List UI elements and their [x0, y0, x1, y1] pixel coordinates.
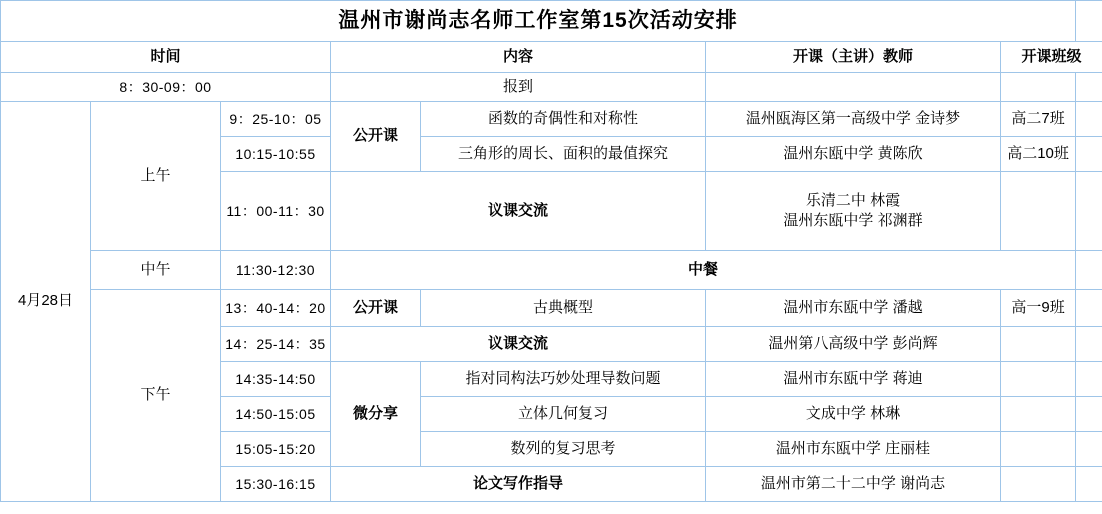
row-classroom [1001, 432, 1076, 467]
row-spacer [1076, 251, 1102, 290]
header-content: 内容 [331, 42, 706, 73]
row-content: 中餐 [331, 251, 1076, 290]
row-spacer [1076, 397, 1102, 432]
row-spacer [1076, 290, 1102, 327]
row-type: 公开课 [331, 290, 421, 327]
title-row [1, 1, 1102, 42]
row-teacher: 温州市东瓯中学 庄丽桂 [706, 432, 1001, 467]
row-teacher: 文成中学 林琳 [706, 397, 1001, 432]
row-teacher: 温州市第二十二中学 谢尚志 [706, 467, 1001, 502]
period-morning: 上午 [91, 102, 221, 251]
row-spacer [1076, 432, 1102, 467]
header-teacher: 开课（主讲）教师 [706, 42, 1001, 73]
row-time: 10:15-10:55 [221, 137, 331, 172]
row-teacher [706, 73, 1001, 102]
schedule-date: 4月28日 [1, 102, 91, 502]
row-content: 报到 [331, 73, 706, 102]
row-spacer [1076, 327, 1102, 362]
row-time: 15:30-16:15 [221, 467, 331, 502]
row-time: 14：25-14：35 [221, 327, 331, 362]
row-spacer [1076, 172, 1102, 251]
row-teacher: 温州市东瓯中学 蒋迪 [706, 362, 1001, 397]
row-content: 指对同构法巧妙处理导数问题 [421, 362, 706, 397]
row-content: 函数的奇偶性和对称性 [421, 102, 706, 137]
row-teacher-line1: 乐清二中 林霞 [805, 191, 901, 209]
row-time: 14:50-15:05 [221, 397, 331, 432]
row-teacher: 温州东瓯中学 黄陈欣 [706, 137, 1001, 172]
row-content: 三角形的周长、面积的最值探究 [421, 137, 706, 172]
row-time: 8：30-09：00 [1, 73, 331, 102]
row-content: 数列的复习思考 [421, 432, 706, 467]
row-time: 15:05-15:20 [221, 432, 331, 467]
row-time: 13：40-14：20 [221, 290, 331, 327]
header-time: 时间 [1, 42, 331, 73]
table-row [1, 251, 1102, 290]
row-spacer [1076, 73, 1102, 102]
row-time: 11:30-12:30 [221, 251, 331, 290]
row-classroom: 高一9班 [1001, 290, 1076, 327]
row-spacer [1076, 362, 1102, 397]
page-title: 温州市谢尚志名师工作室第15次活动安排 [1, 1, 1076, 42]
row-time: 11：00-11：30 [221, 172, 331, 251]
row-classroom [1001, 467, 1076, 502]
row-classroom [1001, 172, 1076, 251]
row-classroom [1001, 327, 1076, 362]
table-row [1, 102, 1102, 137]
header-row [1, 42, 1102, 73]
row-teacher: 温州瓯海区第一高级中学 金诗梦 [706, 102, 1001, 137]
row-teacher [706, 172, 1001, 251]
table-row [1, 73, 1102, 102]
period-noon: 中午 [91, 251, 221, 290]
row-type: 公开课 [331, 102, 421, 172]
row-classroom [1001, 73, 1076, 102]
row-content: 论文写作指导 [331, 467, 706, 502]
row-classroom: 高二7班 [1001, 102, 1076, 137]
row-teacher: 温州第八高级中学 彭尚辉 [706, 327, 1001, 362]
row-classroom [1001, 362, 1076, 397]
period-afternoon: 下午 [91, 290, 221, 502]
row-classroom: 高二10班 [1001, 137, 1076, 172]
row-content: 议课交流 [331, 172, 706, 251]
row-teacher: 温州市东瓯中学 潘越 [706, 290, 1001, 327]
row-teacher-line2: 温州东瓯中学 祁渊群 [783, 212, 923, 229]
table-row [1, 290, 1102, 327]
row-classroom [1001, 397, 1076, 432]
header-classroom: 开课班级 [1001, 42, 1102, 73]
row-spacer [1076, 467, 1102, 502]
row-spacer [1076, 102, 1102, 137]
row-type: 微分享 [331, 362, 421, 467]
row-content: 议课交流 [331, 327, 706, 362]
row-content: 古典概型 [421, 290, 706, 327]
row-spacer [1076, 137, 1102, 172]
row-time: 14:35-14:50 [221, 362, 331, 397]
row-content: 立体几何复习 [421, 397, 706, 432]
title-row-spacer [1076, 1, 1102, 42]
row-time: 9：25-10：05 [221, 102, 331, 137]
